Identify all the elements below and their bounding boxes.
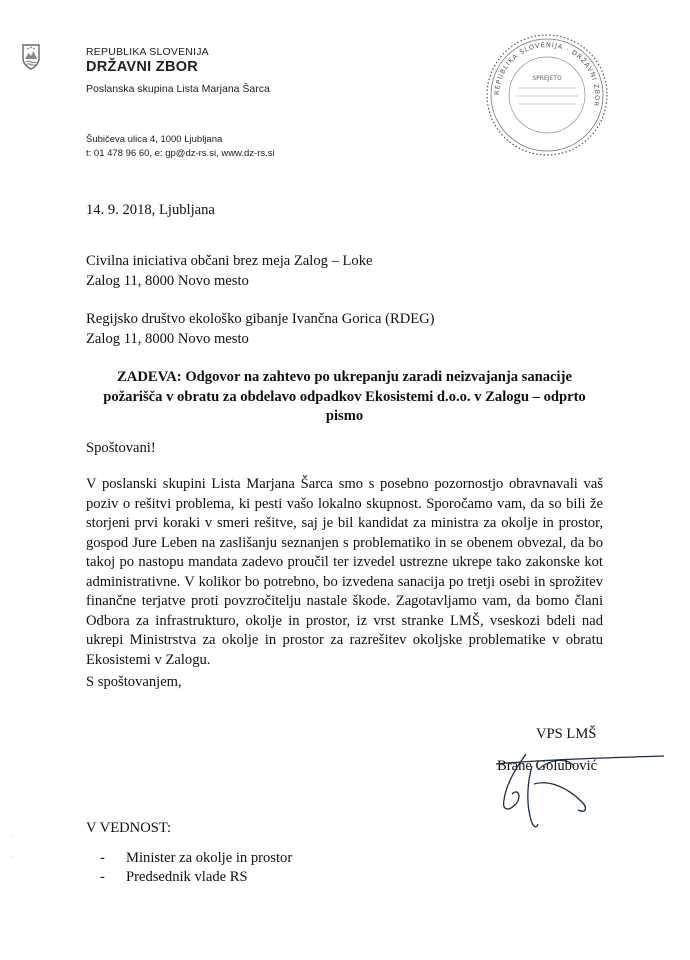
recipient-1-name: Civilna iniciativa občani brez meja Zalog – Loke <box>86 253 373 269</box>
cc-item-text: Predsednik vlade RS <box>126 869 248 885</box>
letterhead-group: Poslanska skupina Lista Marjana Šarca <box>86 83 270 95</box>
letterhead-assembly: DRŽAVNI ZBOR <box>86 59 199 75</box>
cc-item-text: Minister za okolje in prostor <box>126 850 293 866</box>
list-bullet: - <box>100 850 105 866</box>
recipient-2 <box>86 309 435 349</box>
list-item <box>100 868 292 887</box>
list-item <box>100 849 292 868</box>
signer-name: Brane Golubović <box>497 758 598 774</box>
recipient-1 <box>86 251 373 291</box>
stamp-inner-text: SPREJETO <box>532 75 562 82</box>
subject-text: Odgovor na zahtevo po ukrepanju zaradi neizvajanja sanacije požarišča v obratu za obdelavo odpadkov Ekosistemi d.o.o. v Zalogu – odprto pismo <box>103 369 586 424</box>
cc-label: V VEDNOST: <box>86 820 172 836</box>
letterhead-republic: REPUBLIKA SLOVENIJA <box>86 46 209 58</box>
letterhead-address: Šubičeva ulica 4, 1000 Ljubljana <box>86 134 223 145</box>
letterhead-contact: t: 01 478 96 60, e: gp@dz-rs.si, www.dz-rs.si <box>86 148 275 159</box>
letter-date: 14. 9. 2018, Ljubljana <box>86 202 215 218</box>
recipient-2-address: Zalog 11, 8000 Novo mesto <box>86 331 249 347</box>
list-bullet: - <box>100 869 105 885</box>
handwritten-signature <box>478 744 668 834</box>
recipient-2-name: Regijsko društvo ekološko gibanje Ivančna Gorica (RDEG) <box>86 311 435 327</box>
letter-body: V poslanski skupini Lista Marjana Šarca smo s posebno pozornostjo obravnavali vaš poziv o rešitvi problema, ki pesti vašo lokalno skupnost. Sporočamo vam, da so bili že storjeni prvi koraki v smeri rešitve, saj je bil kandidat za ministra za okolje in prostor, gospod Jure Leben na zaslišanju seznanjen s problematiko in se obenem obvezal, da bo takoj po nastopu mandata zadevo proučil ter izvedel ustrezne ukrepe tako zakonske kot administrativne. V kolikor bo potrebno, bo izvedena sanacija po tretji osebi in sprožitev finančne terjatve proti povzročitelju nastale škode. Zagotavljamo vam, da bomo člani Odbora za infrastrukturo, okolje in prostor, iz vrst stranke LMŠ, vseskozi bdeli nad ukrepi Ministrstva za okolje in prostor za razrešitev okoljske problematike v obratu Ekosistemi v Zalogu. <box>86 476 603 668</box>
letter-subject <box>86 368 603 427</box>
subject-label: ZADEVA: <box>117 369 182 385</box>
received-stamp <box>482 30 612 160</box>
stamp-outer-text: REPUBLIKA SLOVENIJA · DRŽAVNI ZBOR · <box>492 40 602 115</box>
slovenia-coat-of-arms-icon <box>22 44 40 70</box>
signature-block-title: VPS LMŠ <box>536 726 597 742</box>
letter-closing: S spoštovanjem, <box>86 674 182 690</box>
margin-punch-marks: · · <box>12 834 14 861</box>
recipient-1-address: Zalog 11, 8000 Novo mesto <box>86 273 249 289</box>
letter-greeting: Spoštovani! <box>86 440 156 456</box>
cc-list <box>100 849 292 887</box>
